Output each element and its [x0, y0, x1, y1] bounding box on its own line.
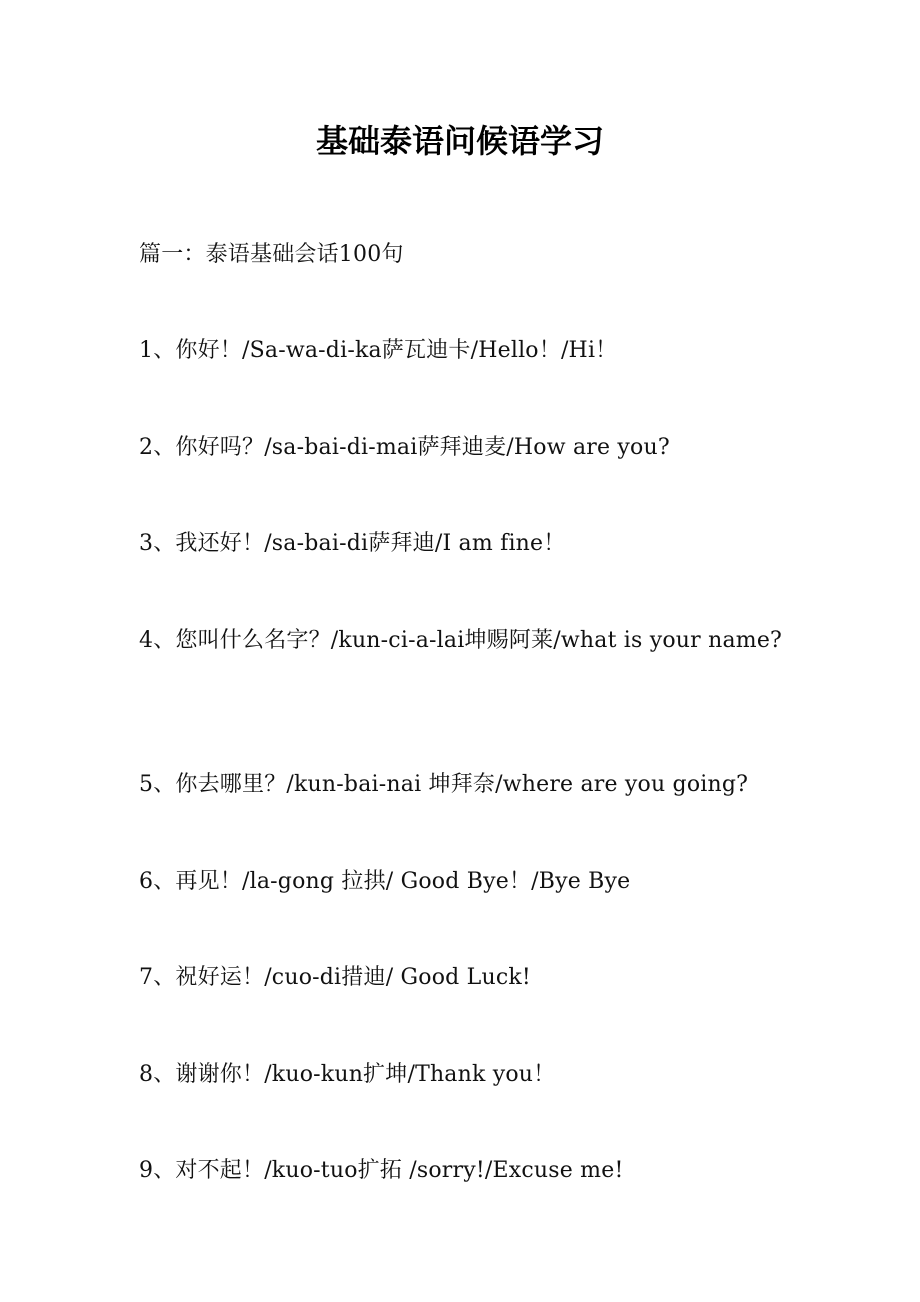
phrase-line-2: 2、你好吗？/sa-bai-di-mai萨拜迪麦/How are you?: [139, 435, 670, 460]
page-title: 基础泰语问候语学习: [315, 122, 604, 160]
phrase-line-9: 9、对不起！/kuo-tuo扩拓 /sorry!/Excuse me!: [139, 1158, 624, 1183]
phrase-line-8: 8、谢谢你！/kuo-kun扩坤/Thank you！: [139, 1062, 556, 1087]
phrase-line-7: 7、祝好运！/cuo-di措迪/ Good Luck!: [139, 965, 531, 990]
phrase-line-1: 1、你好！/Sa-wa-di-ka萨瓦迪卡/Hello！/Hi！: [139, 338, 618, 363]
section-heading: 篇一：泰语基础会话100句: [139, 242, 404, 267]
phrase-line-5: 5、你去哪里？/kun-bai-nai 坤拜奈/where are you going?: [139, 772, 749, 797]
phrase-line-3: 3、我还好！/sa-bai-di萨拜迪/I am fine！: [139, 531, 566, 556]
phrase-line-6: 6、再见！/la-gong 拉拱/ Good Bye！/Bye Bye: [139, 869, 631, 894]
phrase-line-4: 4、您叫什么名字？/kun-ci-a-lai坤赐阿莱/what is your name?: [139, 628, 783, 653]
